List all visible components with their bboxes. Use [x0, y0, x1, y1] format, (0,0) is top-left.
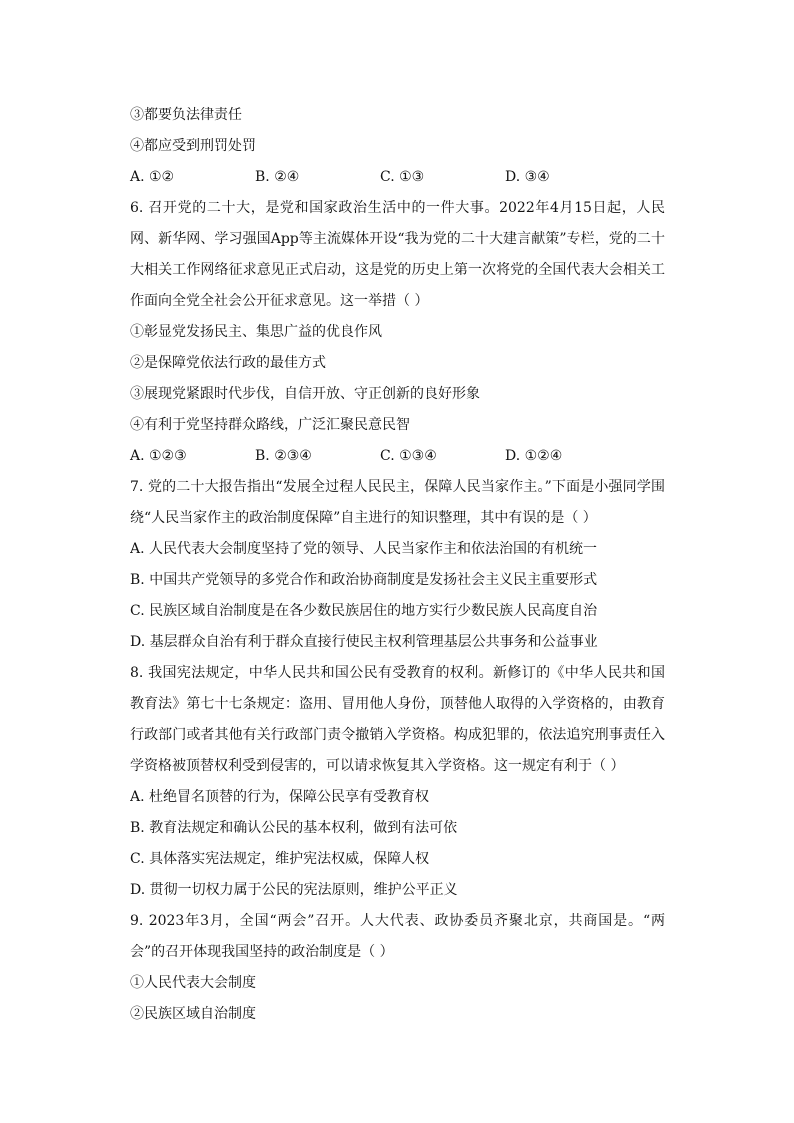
q5-option-d: D. ③④: [505, 169, 550, 185]
q8-option-a: A. 杜绝冒名顶替的行为，保障公民享有受教育权: [130, 789, 430, 805]
q6-option-b: B. ②③④: [255, 448, 312, 464]
q6-item-1: ①彰显党发扬民主、集思广益的优良作风: [130, 324, 382, 340]
q8-stem: 8. 我国宪法规定，中华人民共和国公民有受教育的权利。新修订的《中华人民共和国教育法》第七十七条规定：盗用、冒用他人身份，顶替他人取得的入学资格的，由教育行政部门或者其他有关行政部门责令撤销入学资格。构成犯罪的，依法追究刑事责任入学资格被顶替权利受到侵害的，可以请求恢复其入学资格。这一规定有利于（ ）: [130, 665, 665, 774]
q5-option-c: C. ①③: [380, 169, 425, 185]
q8-option-c: C. 具体落实宪法规定，维护宪法权威，保障人权: [130, 851, 430, 867]
q6-item-3: ③展现党紧跟时代步伐，自信开放、守正创新的良好形象: [130, 386, 480, 402]
q6-item-4: ④有利于党坚持群众路线，广泛汇聚民意民智: [130, 417, 410, 433]
q8-option-b: B. 教育法规定和确认公民的基本权利，做到有法可依: [130, 820, 458, 836]
q5-option-b: B. ②④: [255, 169, 300, 185]
q8-option-d: D. 贯彻一切权力属于公民的宪法原则，维护公平正义: [130, 882, 458, 898]
q5-options: [130, 162, 665, 193]
q7-option-c: C. 民族区域自治制度是在各少数民族居住的地方实行少数民族人民高度自治: [130, 603, 598, 619]
q6-options: [130, 441, 665, 472]
q7-option-a: A. 人民代表大会制度坚持了党的领导、人民当家作主和依法治国的有机统一: [130, 541, 598, 557]
q7-stem: 7. 党的二十大报告指出“发展全过程人民民主，保障人民当家作主。”下面是小强同学围绕“人民当家作主的政治制度保障”自主进行的知识整理，其中有误的是（ ）: [130, 479, 665, 526]
q5-item-3: ③都要负法律责任: [130, 107, 242, 123]
q6-stem: 6. 召开党的二十大，是党和国家政治生活中的一件大事。2022年4月15日起，人民网、新华网、学习强国App等主流媒体开设“我为党的二十大建言献策”专栏，党的二十大相关工作网络征求意见正式启动，这是党的历史上第一次将党的全国代表大会相关工作面向全党全社会公开征求意见。这一举措（ ）: [130, 200, 665, 309]
q7-option-b: B. 中国共产党领导的多党合作和政治协商制度是发扬社会主义民主重要形式: [130, 572, 598, 588]
q9-item-2: ②民族区域自治制度: [130, 1006, 256, 1022]
q9-stem: 9. 2023年3月，全国“两会”召开。人大代表、政协委员齐聚北京，共商国是。“两会”的召开体现我国坚持的政治制度是（ ）: [130, 913, 665, 960]
q6-option-d: D. ①②④: [505, 448, 563, 464]
q6-option-c: C. ①③④: [380, 448, 437, 464]
page-content: [130, 100, 665, 1030]
q7-option-d: D. 基层群众自治有利于群众直接行使民主权利管理基层公共事务和公益事业: [130, 634, 598, 650]
q5-item-4: ④都应受到刑罚处罚: [130, 138, 256, 154]
q6-option-a: A. ①②③: [130, 448, 187, 464]
q9-item-1: ①人民代表大会制度: [130, 975, 256, 991]
q5-option-a: A. ①②: [130, 169, 175, 185]
q6-item-2: ②是保障党依法行政的最佳方式: [130, 355, 326, 371]
